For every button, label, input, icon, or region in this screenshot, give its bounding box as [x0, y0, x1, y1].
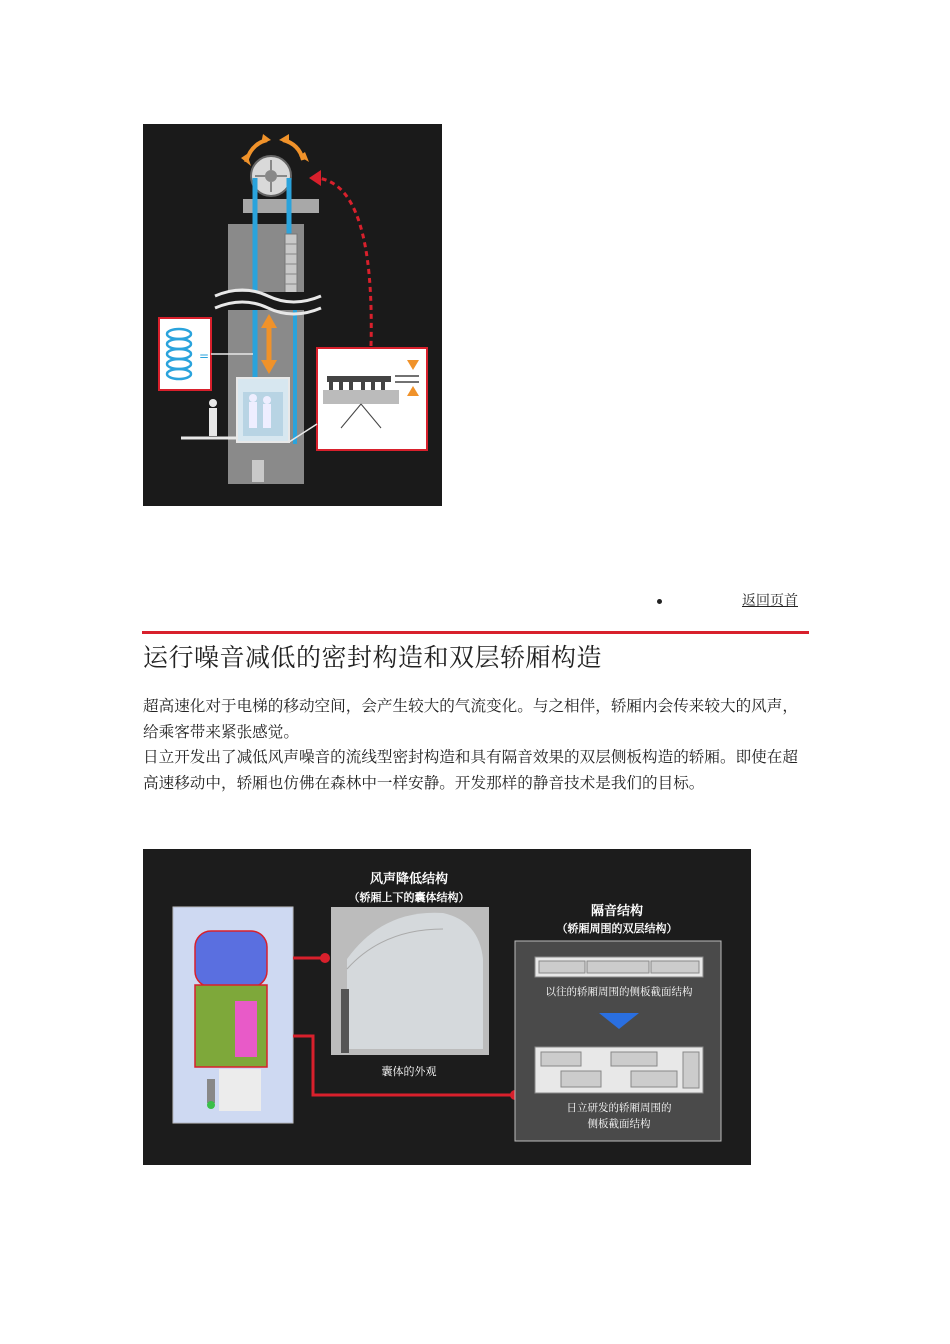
sound-subtitle: （轿厢周围的双层结构） [556, 922, 678, 935]
old-caption: 以往的轿厢周围的侧板截面结构 [545, 986, 693, 998]
new-caption-line1: 日立研发的轿厢周围的 [566, 1102, 672, 1114]
new-caption-line2: 侧板截面结构 [587, 1118, 651, 1130]
section-title: 运行噪音减低的密封构造和双层轿厢构造 [143, 643, 603, 672]
counterweight [285, 234, 297, 296]
sound-title: 隔音结构 [590, 904, 644, 919]
section-divider [142, 631, 809, 634]
section-body [143, 694, 809, 796]
person-icon [209, 399, 217, 407]
noise-reduction-structure-figure [143, 849, 751, 1165]
old-panel-section [535, 957, 703, 977]
paragraph: 超高速化对于电梯的移动空间，会产生较大的气流变化。与之相伴，轿厢内会传来较大的风声，给乘客带来紧张感觉。 [143, 697, 798, 741]
capsule-caption: 囊体的外观 [381, 1065, 437, 1078]
wind-subtitle: （轿厢上下的囊体结构） [348, 891, 470, 904]
wind-title: 风声降低结构 [369, 872, 449, 887]
list-bullet [657, 599, 662, 604]
new-panel-section [535, 1047, 703, 1093]
elevator-vibration-diagram [143, 124, 442, 506]
svg-text:=: = [199, 349, 210, 363]
paragraph: 日立开发出了减低风声噪音的流线型密封构造和具有隔音效果的双层侧板构造的轿厢。即使在超高速移动中，轿厢也仿佛在森林中一样安静。开发那样的静音技术是我们的目标。 [143, 748, 798, 792]
back-to-top-link[interactable]: 返回页首 [742, 593, 798, 609]
